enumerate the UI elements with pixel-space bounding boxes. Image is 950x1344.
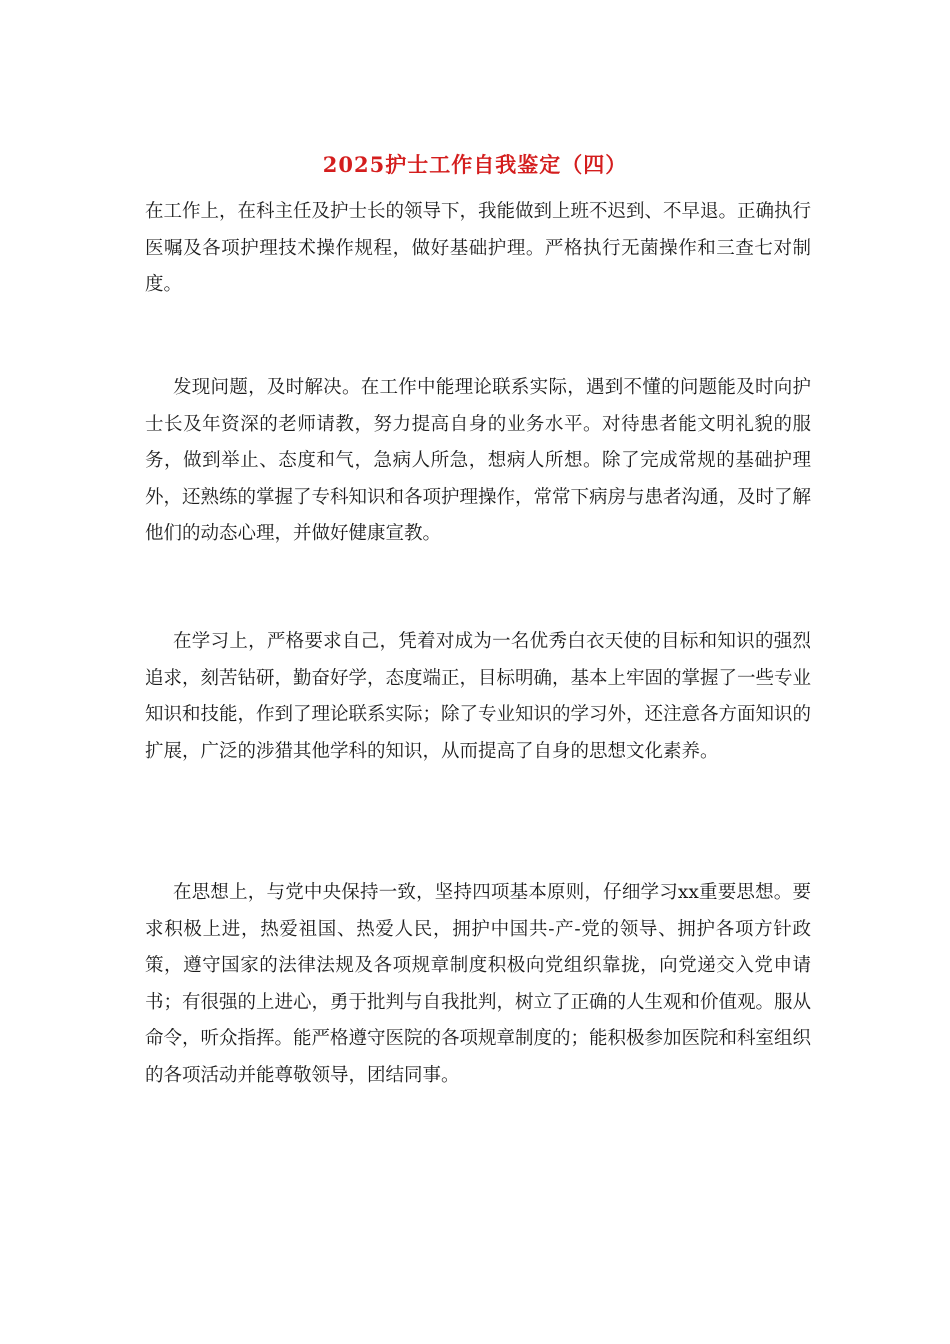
paragraph-work: 在工作上，在科主任及护士长的领导下，我能做到上班不迟到、不早退。正确执行医嘱及各项护理技术操作规程，做好基础护理。严格执行无菌操作和三查七对制度。 <box>145 201 812 295</box>
paragraph-problem-solving: 发现问题，及时解决。在工作中能理论联系实际，遇到不懂的问题能及时向护士长及年资深的老师请教，努力提高自身的业务水平。对待患者能文明礼貌的服务，做到举止、态度和气，急病人所急，想病人所想。除了完成常规的基础护理外，还熟练的掌握了专科知识和各项护理操作，常常下病房与患者沟通，及时了解他们的动态心理，并做好健康宣教。 <box>145 377 812 544</box>
paragraph-study: 在学习上，严格要求自己，凭着对成为一名优秀白衣天使的目标和知识的强烈追求，刻苦钻研，勤奋好学，态度端正，目标明确，基本上牢固的掌握了一些专业知识和技能，作到了理论联系实际；除了专业知识的学习外，还注意各方面知识的扩展，广泛的涉猎其他学科的知识，从而提高了自身的思想文化素养。 <box>145 631 812 762</box>
paragraph-ideology: 在思想上，与党中央保持一致，坚持四项基本原则，仔细学习xx重要思想。要求积极上进，热爱祖国、热爱人民，拥护中国共-产-党的领导、拥护各项方针政策，遵守国家的法律法规及各项规章制度积极向党组织靠拢，向党递交入党申请书；有很强的上进心，勇于批判与自我批判，树立了正确的人生观和价值观。服从命令，听众指挥。能严格遵守医院的各项规章制度的；能积极参加医院和科室组织的各项活动并能尊敬领导，团结同事。 <box>145 882 812 1086</box>
document-title: 2025护士工作自我鉴定（四） <box>322 152 628 177</box>
